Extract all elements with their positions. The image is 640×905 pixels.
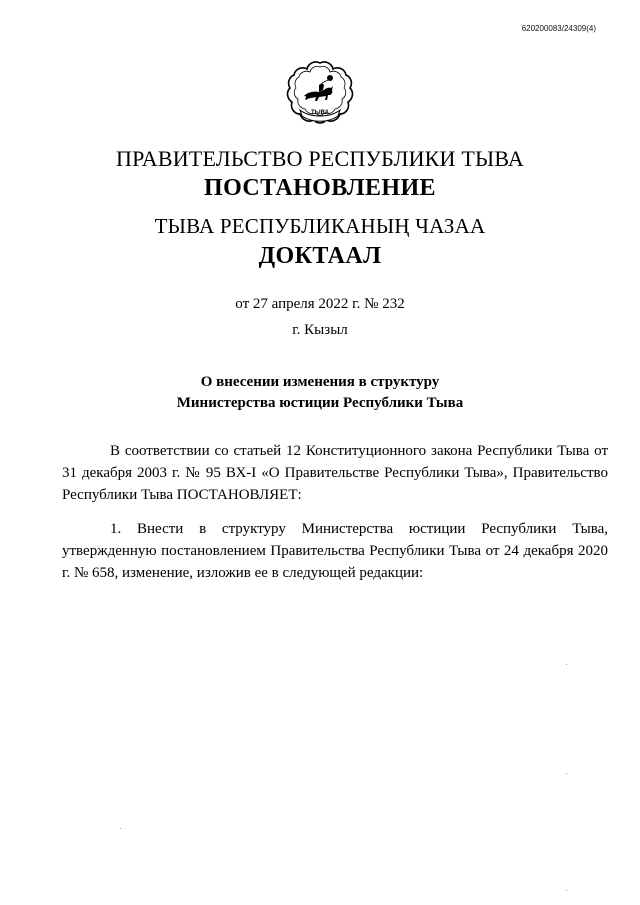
subject-line-1: О внесении изменения в структуру xyxy=(200,374,440,390)
document-subject xyxy=(0,372,640,414)
scan-speck xyxy=(566,664,567,665)
body-paragraph-2: 1. Внести в структуру Министерства юстиции Республики Тыва, утвержденную постановлением Правительства Республики Тыва от 24 декабря 2020 г. № 658, изменение, изложив ее в следующей редакции: xyxy=(62,521,608,581)
government-title-ru: ПРАВИТЕЛЬСТВО РЕСПУБЛИКИ ТЫВА xyxy=(116,146,524,171)
city: г. Кызыл xyxy=(292,322,348,338)
scan-speck xyxy=(566,890,567,891)
date-and-number: от 27 апреля 2022 г. № 232 xyxy=(235,296,405,312)
coat-of-arms-icon xyxy=(286,60,354,132)
document-id: 620200083/24309(4) xyxy=(521,24,596,33)
body-paragraph-1: В соответствии со статьей 12 Конституционного закона Республики Тыва от 31 декабря 2003 г. № 95 ВХ-I «О Правительстве Республики Тыва», Правительство Республики Тыва ПОСТАНОВЛЯЕТ: xyxy=(62,443,608,503)
scan-speck xyxy=(120,828,121,829)
emblem-label: ТЫВА xyxy=(311,110,329,116)
subject-line-2: Министерства юстиции Республики Тыва xyxy=(176,395,464,411)
scan-speck xyxy=(566,773,567,774)
document-type-ru: ПОСТАНОВЛЕНИЕ xyxy=(204,175,436,201)
document-type-tyv: ДОКТААЛ xyxy=(258,243,382,269)
government-title-tyv: ТЫВА РЕСПУБЛИКАНЫҢ ЧАЗАА xyxy=(154,214,486,238)
